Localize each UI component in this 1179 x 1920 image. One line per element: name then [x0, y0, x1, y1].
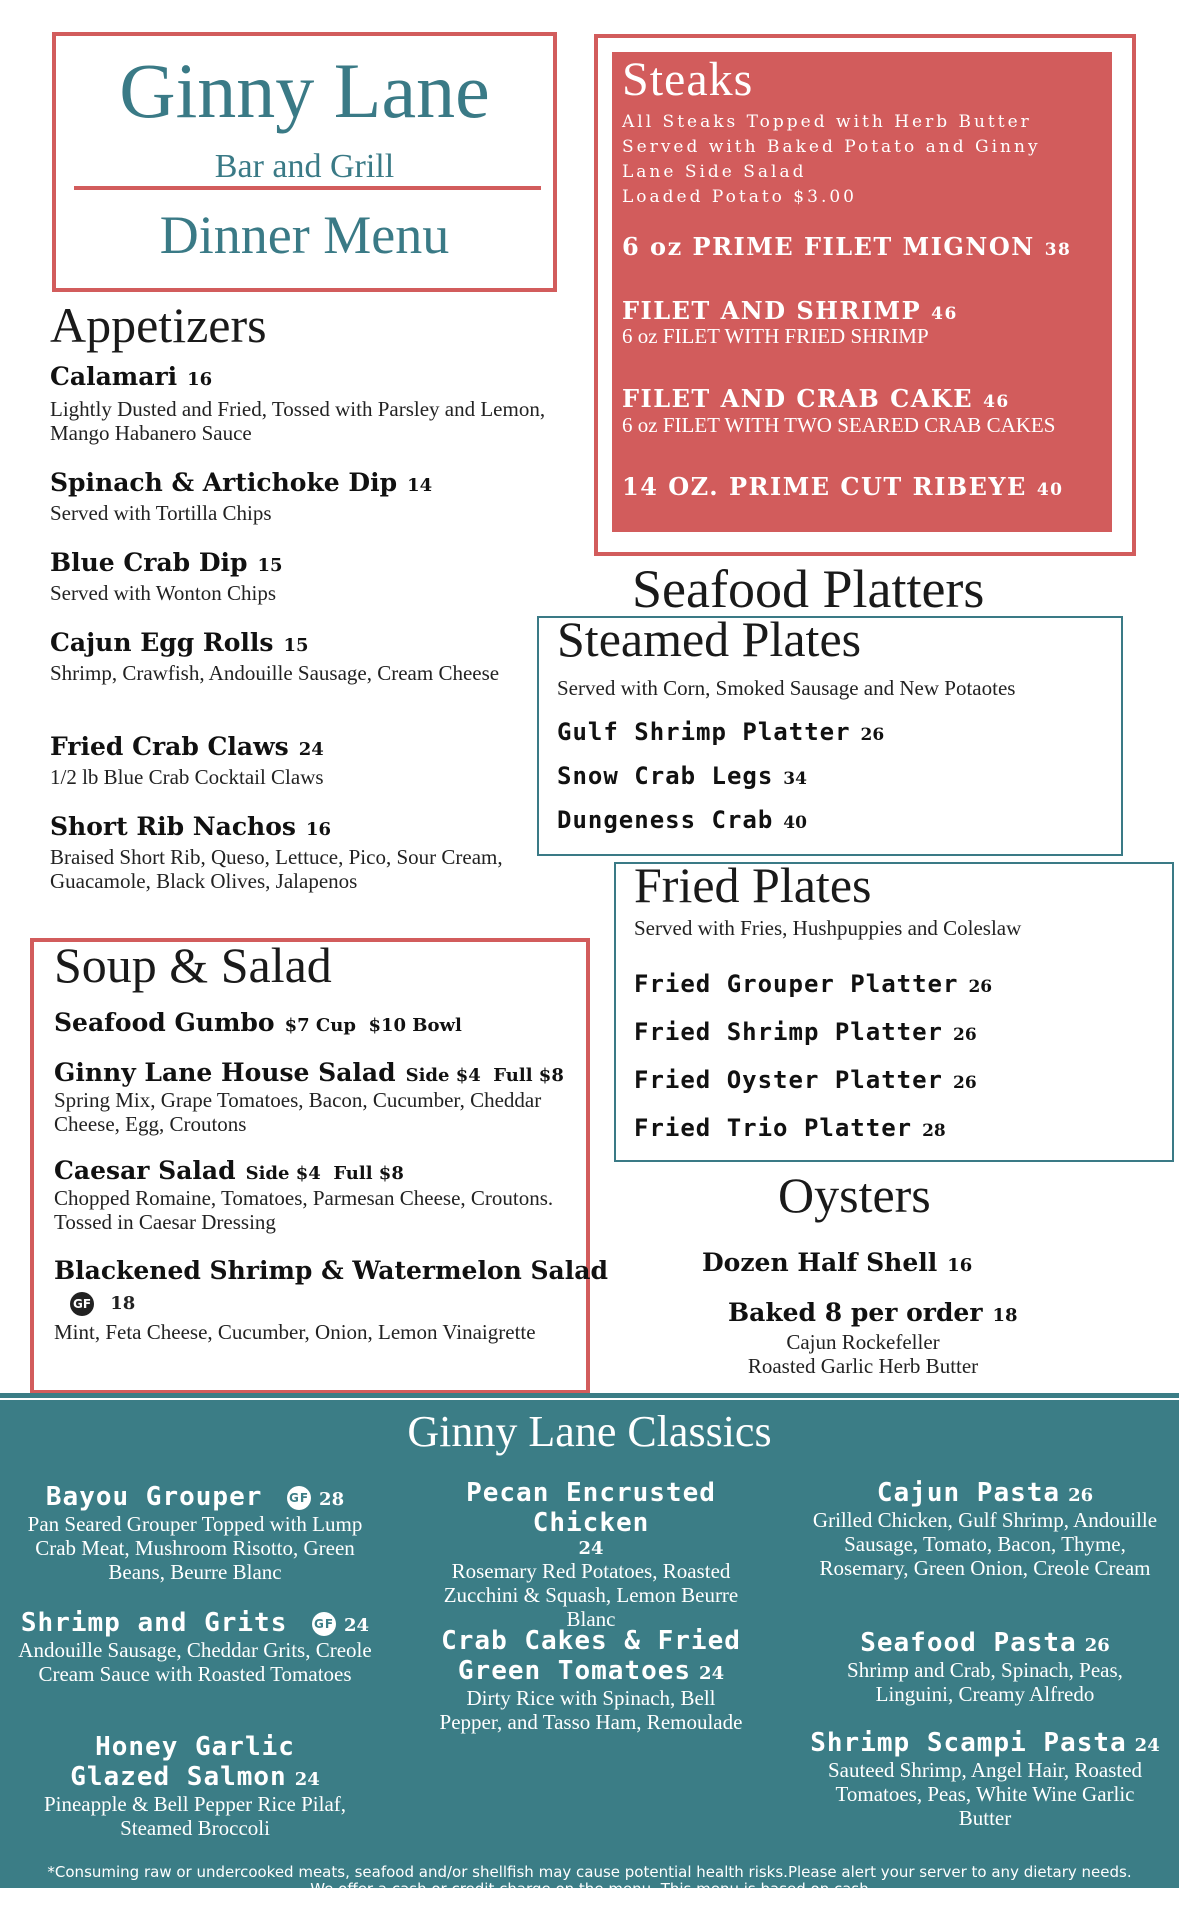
appetizer-item [50, 548, 570, 605]
classic-name: Seafood Pasta [860, 1628, 1077, 1658]
platter-price: 26 [952, 1073, 977, 1093]
classic-item [10, 1608, 380, 1686]
steak-price: 38 [1044, 240, 1072, 260]
platter-price: 26 [860, 725, 885, 745]
steamed-plates-heading: Steamed Plates [557, 611, 862, 667]
classic-price: 26 [1084, 1635, 1110, 1656]
classic-name: Shrimp Scampi Pasta [810, 1728, 1127, 1758]
classic-price: 26 [1068, 1485, 1094, 1506]
disclaimer [0, 1864, 1179, 1898]
platter-name: Fried Shrimp Platter [634, 1018, 943, 1046]
platter-price: 28 [922, 1121, 946, 1141]
classic-desc: Grilled Chicken, Gulf Shrimp, Andouille Sausage, Tomato, Bacon, Thyme, Rosemary, Green Onion, Creole Cream [812, 1508, 1158, 1580]
classic-price: 24 [294, 1769, 320, 1790]
appetizer-desc: Served with Tortilla Chips [50, 501, 272, 525]
appetizer-item [50, 812, 530, 893]
platter-item [634, 1114, 946, 1142]
appetizer-price: 24 [298, 739, 324, 760]
steak-name: 14 OZ. PRIME CUT RIBEYE [622, 472, 1027, 501]
platter-item [634, 1066, 977, 1094]
platter-name: Fried Grouper Platter [634, 970, 959, 998]
steak-price: 40 [1036, 480, 1064, 500]
classic-name: Cajun Pasta [876, 1478, 1061, 1508]
classic-desc: Dirty Rice with Spinach, Bell Pepper, and Tasso Ham, Remoulade [439, 1686, 743, 1734]
oyster-name: Baked 8 per order [728, 1298, 983, 1327]
platter-price: 34 [783, 769, 807, 789]
steak-price: 46 [983, 392, 1010, 412]
appetizer-name: Calamari [50, 362, 178, 391]
steaks-note: Lane Side Salad [622, 162, 807, 182]
appetizer-name: Blue Crab Dip [50, 548, 248, 577]
salad-desc: Spring Mix, Grape Tomatoes, Bacon, Cucumber, Cheddar Cheese, Egg, Croutons [54, 1088, 542, 1136]
classic-desc: Pineapple & Bell Pepper Rice Pilaf, Steamed Broccoli [43, 1792, 347, 1840]
steaks-heading: Steaks [622, 53, 754, 106]
appetizer-item [50, 732, 570, 789]
steak-item [622, 384, 1010, 413]
classic-price: 24 [1134, 1735, 1160, 1756]
salad-item [54, 1058, 564, 1087]
appetizer-item [50, 468, 570, 525]
classic-desc: Rosemary Red Potatoes, Roasted Zucchini & Squash, Lemon Beurre Blanc [443, 1559, 739, 1631]
steak-subtitle: 6 oz FILET WITH FRIED SHRIMP [622, 324, 929, 348]
oyster-option: Cajun Rockefeller [786, 1330, 940, 1354]
platter-price: 26 [952, 1025, 977, 1045]
steak-name: 6 oz PRIME FILET MIGNON [622, 232, 1035, 261]
title-box [52, 32, 557, 292]
steak-item [622, 296, 958, 325]
classic-item [800, 1628, 1170, 1706]
salad-name: Seafood Gumbo [54, 1008, 275, 1037]
classic-price: 24 [344, 1615, 370, 1636]
appetizer-name: Spinach & Artichoke Dip [50, 468, 398, 497]
salad-price: $7 Cup $10 Bowl [284, 1015, 462, 1036]
platter-item [557, 718, 884, 746]
title-divider [74, 186, 541, 190]
salad-item [54, 1008, 462, 1037]
appetizer-price: 15 [257, 555, 283, 576]
disclaimer-line: *Consuming raw or undercooked meats, seafood and/or shellfish may cause potential health risks.Please alert your server to any dietary needs. [47, 1863, 1132, 1881]
menu-title: Dinner Menu [159, 205, 450, 265]
classics-rule [0, 1393, 1179, 1398]
salad-name: Ginny Lane House Salad [54, 1058, 396, 1087]
steak-name: FILET AND SHRIMP [622, 296, 922, 325]
appetizer-price: 16 [305, 819, 332, 840]
steak-item [622, 232, 1071, 261]
salad-price: Side $4 Full $8 [405, 1065, 564, 1086]
platter-price: 40 [783, 813, 807, 833]
oyster-price: 16 [947, 1255, 973, 1276]
classics-heading: Ginny Lane Classics [407, 1407, 772, 1456]
classic-item [10, 1732, 380, 1840]
classic-price: 24 [578, 1538, 604, 1559]
salad-item [54, 1156, 404, 1185]
classic-price: 28 [319, 1489, 345, 1510]
gluten-free-icon: GF [312, 1612, 336, 1636]
platter-item [634, 970, 992, 998]
classic-desc: Andouille Sausage, Cheddar Grits, Creole Cream Sauce with Roasted Tomatoes [18, 1638, 372, 1686]
oyster-price: 18 [992, 1305, 1018, 1326]
fried-plates-box [614, 857, 1174, 1162]
appetizer-desc: Served with Wonton Chips [50, 581, 277, 605]
classic-name: Bayou Grouper [45, 1482, 263, 1512]
appetizer-desc: 1/2 lb Blue Crab Cocktail Claws [50, 765, 324, 789]
platter-name: Snow Crab Legs [557, 762, 774, 790]
platter-price: 26 [968, 977, 993, 997]
classic-price: 24 [699, 1663, 725, 1684]
classic-item [408, 1626, 774, 1734]
restaurant-subtitle: Bar and Grill [214, 148, 395, 185]
salad-price: Side $4 Full $8 [245, 1163, 404, 1184]
classic-item [800, 1728, 1170, 1830]
oyster-name: Dozen Half Shell [702, 1248, 938, 1277]
appetizers-heading: Appetizers [50, 297, 267, 353]
salad-name: Blackened Shrimp & Watermelon Salad [54, 1256, 608, 1285]
gluten-free-icon: GF [287, 1486, 311, 1510]
platter-name: Gulf Shrimp Platter [557, 718, 851, 746]
oysters-heading: Oysters [778, 1167, 931, 1223]
salad-item-meta [70, 1292, 135, 1316]
seafood-platters-heading: Seafood Platters [632, 559, 985, 619]
appetizer-price: 15 [283, 635, 309, 656]
steak-name: FILET AND CRAB CAKE [622, 384, 974, 413]
platter-name: Fried Oyster Platter [634, 1066, 943, 1094]
salad-price: 18 [110, 1293, 136, 1314]
appetizer-name: Short Rib Nachos [50, 812, 296, 841]
platter-name: Fried Trio Platter [634, 1114, 913, 1142]
disclaimer-line: We offer a cash or credit charge on the menu. This menu is based on cash [310, 1880, 869, 1898]
oyster-item [728, 1298, 1018, 1327]
classics-panel [0, 1400, 1179, 1888]
restaurant-name: Ginny Lane [119, 47, 490, 134]
gluten-free-icon: GF [70, 1292, 94, 1316]
oyster-item [702, 1248, 972, 1277]
soup-salad-heading: Soup & Salad [54, 937, 332, 993]
classic-item [10, 1482, 380, 1584]
classic-name: Pecan Encrusted Chicken [466, 1478, 716, 1538]
appetizer-price: 14 [407, 475, 433, 496]
platter-item [557, 806, 807, 834]
classic-desc: Sauteed Shrimp, Angel Hair, Roasted Tomatoes, Peas, White Wine Garlic Butter [827, 1758, 1143, 1830]
classic-item [800, 1478, 1170, 1580]
appetizer-price: 16 [187, 369, 213, 390]
platter-item [557, 762, 807, 790]
salad-desc: Chopped Romaine, Tomatoes, Parmesan Cheese, Croutons. Tossed in Caesar Dressing [54, 1186, 554, 1234]
classic-item [408, 1478, 774, 1631]
steaks-note: Served with Baked Potato and Ginny [622, 137, 1041, 157]
appetizer-desc: Lightly Dusted and Fried, Tossed with Parsley and Lemon, Mango Habanero Sauce [50, 397, 546, 445]
steamed-plates-box [537, 611, 1123, 856]
salad-name: Caesar Salad [54, 1156, 236, 1185]
platter-item [634, 1018, 977, 1046]
steaks-note: Loaded Potato $3.00 [622, 187, 857, 207]
oyster-option: Roasted Garlic Herb Butter [747, 1354, 979, 1378]
soup-salad-box [30, 937, 608, 1394]
steak-price: 46 [931, 304, 958, 324]
steamed-plates-note: Served with Corn, Smoked Sausage and New Potaotes [557, 676, 1016, 700]
appetizer-name: Cajun Egg Rolls [50, 628, 274, 657]
salad-desc: Mint, Feta Cheese, Cucumber, Onion, Lemon Vinaigrette [54, 1320, 536, 1344]
appetizer-desc: Shrimp, Crawfish, Andouille Sausage, Cream Cheese [50, 661, 500, 685]
classic-name: Crab Cakes & Fried Green Tomatoes [441, 1626, 741, 1686]
fried-plates-heading: Fried Plates [634, 857, 872, 913]
classic-name: Shrimp and Grits [20, 1608, 288, 1638]
steak-subtitle: 6 oz FILET WITH TWO SEARED CRAB CAKES [622, 413, 1056, 437]
platter-name: Dungeness Crab [557, 806, 774, 834]
appetizer-item [50, 362, 570, 445]
steaks-note: All Steaks Topped with Herb Butter [622, 112, 1032, 132]
classic-desc: Pan Seared Grouper Topped with Lump Crab Meat, Mushroom Risotto, Green Beans, Beurre Blanc [27, 1512, 363, 1584]
classic-desc: Shrimp and Crab, Spinach, Peas, Linguini, Creamy Alfredo [847, 1658, 1123, 1706]
appetizer-desc: Braised Short Rib, Queso, Lettuce, Pico, Sour Cream, Guacamole, Black Olives, Jalapenos [50, 845, 503, 893]
classic-name: Honey Garlic Glazed Salmon [70, 1732, 295, 1792]
fried-plates-note: Served with Fries, Hushpuppies and Coleslaw [634, 916, 1022, 940]
steak-item [622, 472, 1064, 501]
appetizer-name: Fried Crab Claws [50, 732, 289, 761]
appetizer-item [50, 628, 530, 685]
steaks-panel [612, 52, 1112, 532]
